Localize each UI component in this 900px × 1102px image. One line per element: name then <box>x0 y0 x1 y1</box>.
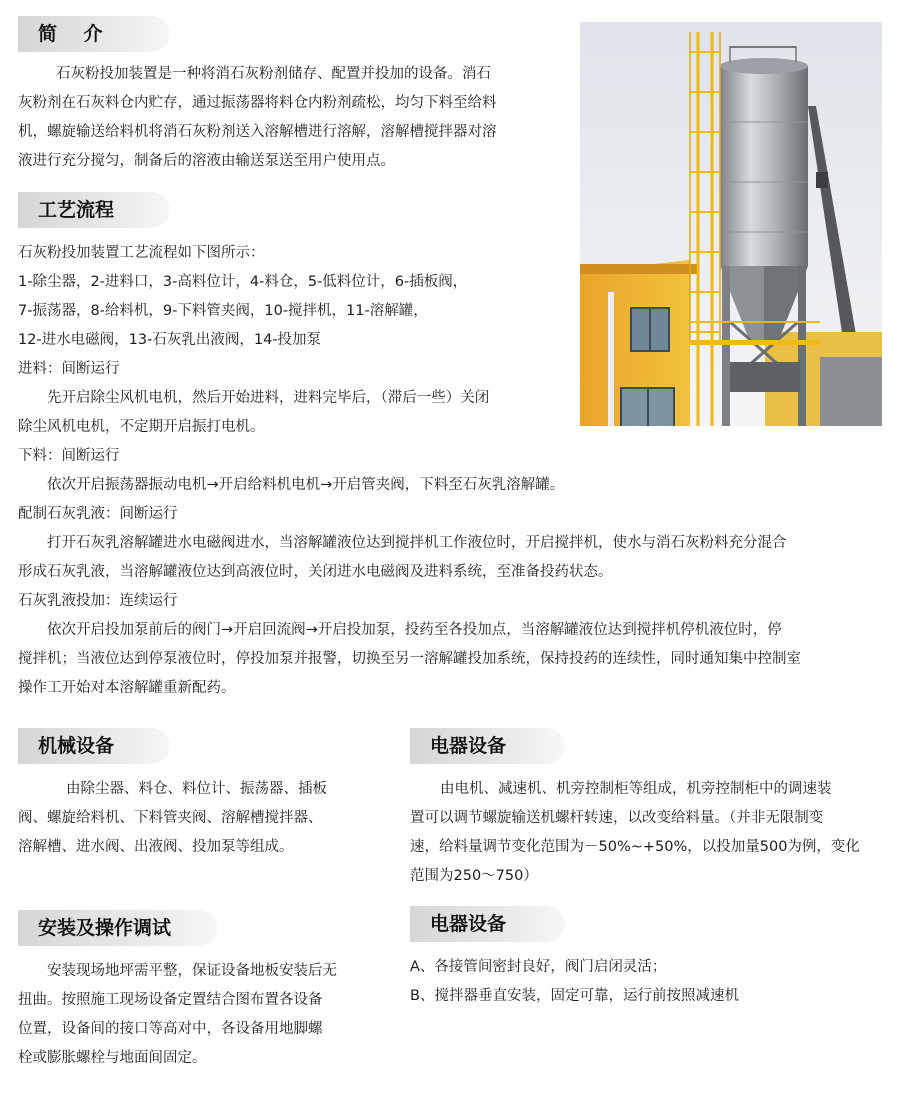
process-intro: 石灰粉投加装置工艺流程如下图所示： <box>18 245 265 261</box>
prep-title: 配制石灰乳液：间断运行 <box>18 506 178 522</box>
electrical-heading: 电器设备 <box>410 728 565 764</box>
intro-line-3: 机，螺旋输送给料机将消石灰粉剂送入溶解槽进行溶解，溶解槽搅拌器对溶 <box>18 124 497 140</box>
install-line-4: 栓或膨胀螺栓与地面间固定。 <box>18 1050 207 1066</box>
electrical2-line-1: A、各接管间密封良好，阀门启闭灵活； <box>410 959 667 975</box>
intro-line-4: 液进行充分搅匀，制备后的溶液由输送泵送至用户使用点。 <box>18 153 395 169</box>
prep-line-2: 形成石灰乳液，当溶解罐液位达到高液位时，关闭进水电磁阀及进料系统，至准备投药状态。 <box>18 564 613 580</box>
discharge-line: 依次开启振荡器振动电机→开启给料机电机→开启管夹阀，下料至石灰乳溶解罐。 <box>47 477 565 493</box>
electrical-line-1: 由电机、减速机、机旁控制柜等组成，机旁控制柜中的调速装 <box>440 781 832 797</box>
feed-line-2: 除尘风机电机，不定期开启振打电机。 <box>18 419 265 435</box>
mechanical-line-2: 阀、螺旋给料机、下料管夹阀、溶解槽搅拌器、 <box>18 810 323 826</box>
process-component-line-1: 1-除尘器，2-进料口，3-高料位计，4-料仓，5-低料位计，6-插板阀， <box>18 274 468 290</box>
electrical-line-3: 速，给料量调节变化范围为－50%~+50%，以投加量500为例，变化 <box>410 839 860 855</box>
intro-heading: 简 介 <box>18 16 170 52</box>
discharge-title: 下料：间断运行 <box>18 448 120 464</box>
dose-title: 石灰乳液投加：连续运行 <box>18 593 178 609</box>
dose-line-2: 搅拌机；当液位达到停泵液位时，停投加泵并报警，切换至另一溶解罐投加系统，保持投药的连续性，同时通知集中控制室 <box>18 651 801 667</box>
install-line-2: 扭曲。按照施工现场设备定置结合图布置各设备 <box>18 992 323 1008</box>
process-heading: 工艺流程 <box>18 192 170 228</box>
lime-silo-illustration <box>580 22 882 426</box>
feed-line-1: 先开启除尘风机电机，然后开始进料，进料完毕后，（滞后一些）关闭 <box>47 390 490 406</box>
electrical2-heading: 电器设备 <box>410 906 565 942</box>
intro-line-1: 石灰粉投加装置是一种将消石灰粉剂储存、配置并投加的设备。消石 <box>56 66 491 82</box>
install-line-1: 安装现场地坪需平整，保证设备地板安装后无 <box>47 963 337 979</box>
intro-line-2: 灰粉剂在石灰料仓内贮存，通过振荡器将料仓内粉剂疏松，均匀下料至给料 <box>18 95 497 111</box>
electrical-line-2: 置可以调节螺旋输送机螺杆转速，以改变给料量。（并非无限制变 <box>410 810 824 826</box>
install-line-3: 位置，设备间的接口等高对中，各设备用地脚螺 <box>18 1021 323 1037</box>
electrical2-line-2: B、搅拌器垂直安装，固定可靠，运行前按照减速机 <box>410 988 739 1004</box>
prep-line-1: 打开石灰乳溶解罐进水电磁阀进水，当溶解罐液位达到搅拌机工作液位时，开启搅拌机，使水与消石灰粉料充分混合 <box>47 535 787 551</box>
process-component-line-2: 7-振荡器，8-给料机，9-下料管夹阀，10-搅拌机，11-溶解罐， <box>18 303 428 319</box>
process-component-line-3: 12-进水电磁阀，13-石灰乳出液阀，14-投加泵 <box>18 332 322 348</box>
electrical-line-4: 范围为250～750） <box>410 868 538 884</box>
lime-silo-photo <box>580 22 882 426</box>
install-heading: 安装及操作调试 <box>18 910 218 946</box>
mechanical-line-3: 溶解槽、进水阀、出液阀、投加泵等组成。 <box>18 839 294 855</box>
feed-title: 进料：间断运行 <box>18 361 120 377</box>
dose-line-1: 依次开启投加泵前后的阀门→开启回流阀→开启投加泵，投药至各投加点，当溶解罐液位达到搅拌机停机液位时，停 <box>47 622 782 638</box>
dose-line-3: 操作工开始对本溶解罐重新配药。 <box>18 680 236 696</box>
mechanical-line-1: 由除尘器、料仓、料位计、振荡器、插板 <box>66 781 327 797</box>
mechanical-heading: 机械设备 <box>18 728 170 764</box>
